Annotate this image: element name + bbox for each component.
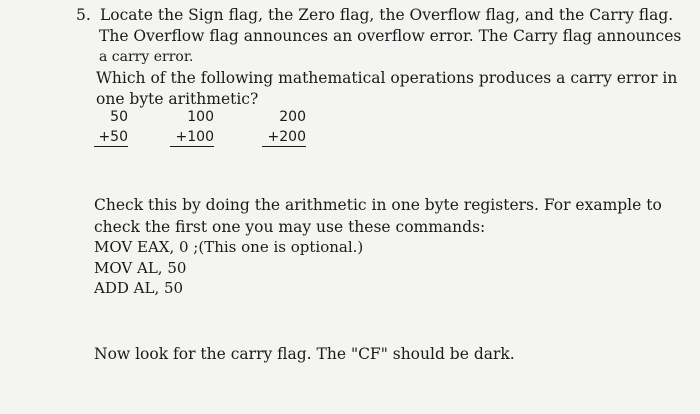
addition-problem <box>170 110 214 147</box>
addend-top: 200 <box>279 109 306 125</box>
code-line: MOV EAX, 0 ;(This one is optional.) <box>94 238 364 256</box>
code-line: MOV AL, 50 <box>94 259 187 277</box>
addend-top: 100 <box>187 109 214 125</box>
addition-problem <box>262 110 306 147</box>
instruction-text-line: check the first one you may use these commands: <box>94 218 486 236</box>
final-note: Now look for the carry flag. The "CF" should be dark. <box>94 345 515 363</box>
question-text-line: The Overflow flag announces an overflow error. The Carry flag announces <box>99 27 682 45</box>
addend-top: 50 <box>110 109 128 125</box>
addend-bottom: +100 <box>170 130 214 147</box>
instruction-text-line: Check this by doing the arithmetic in one byte registers. For example to <box>94 196 662 214</box>
question-text-line: Which of the following mathematical operations produces a carry error in <box>96 69 678 87</box>
addend-bottom: +200 <box>262 130 306 147</box>
question-text-line: a carry error. <box>99 49 194 65</box>
code-line: ADD AL, 50 <box>94 279 184 297</box>
question-text-line: Locate the Sign flag, the Zero flag, the Overflow flag, and the Carry flag. <box>100 6 674 24</box>
addition-problem <box>94 110 128 147</box>
question-number: 5. <box>76 6 91 24</box>
question-text-line: one byte arithmetic? <box>96 90 259 108</box>
addend-bottom: +50 <box>94 130 128 147</box>
